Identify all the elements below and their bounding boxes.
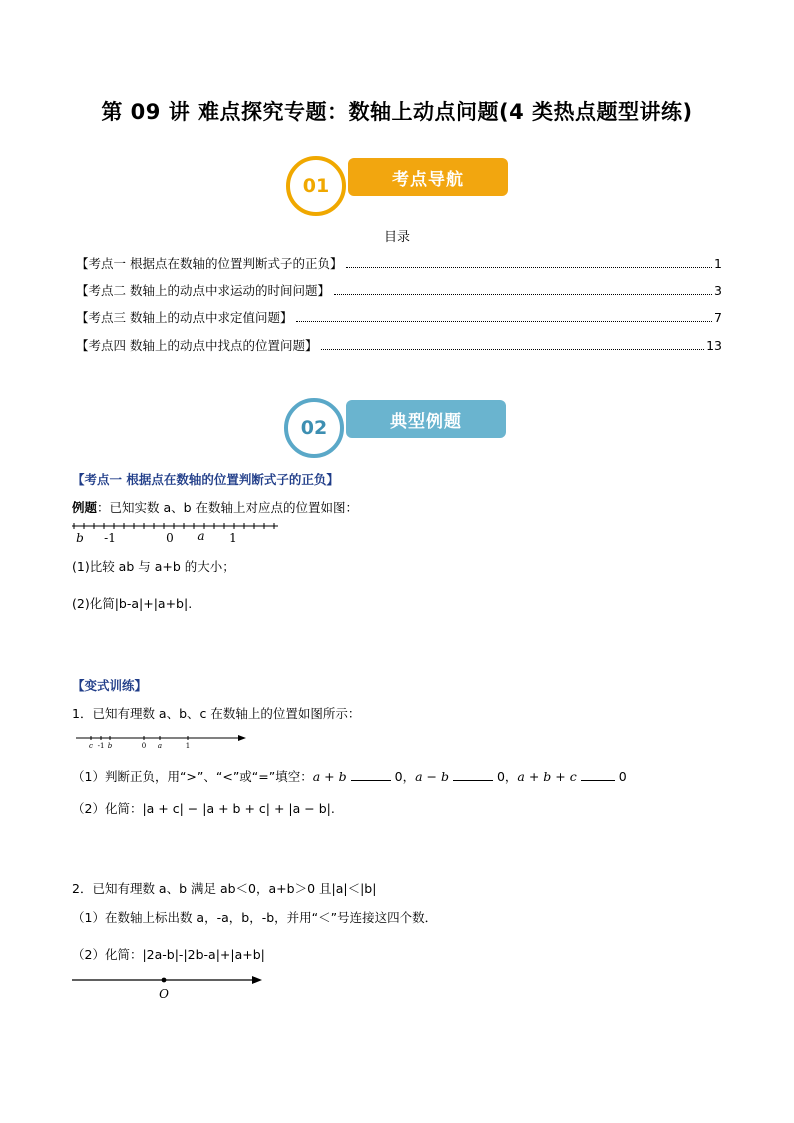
number-line-example: [70, 520, 282, 546]
axis-label-b: b: [76, 531, 84, 545]
banner-02: [284, 398, 514, 454]
problem-2-question-2: （2）化简：|2a-b|-|2b-a|+|a+b|: [72, 947, 265, 962]
section-heading: 【考点一 根据点在数轴的位置判断式子的正负】: [72, 472, 339, 487]
answer-blank-1[interactable]: [351, 780, 391, 781]
toc-item[interactable]: [76, 308, 722, 326]
axis-label-1: 1: [229, 531, 237, 545]
toc-item[interactable]: [76, 336, 722, 354]
axis-label-a: a: [157, 742, 163, 750]
toc-item[interactable]: [76, 281, 722, 299]
example-prefix: 例题: [72, 500, 98, 515]
axis-label-1: 1: [185, 742, 191, 750]
axis-label-a: a: [197, 529, 205, 543]
zero-3: 0: [618, 769, 627, 784]
axis-label-c: c: [89, 742, 93, 750]
zero-2: 0: [496, 769, 505, 784]
origin-label: O: [159, 987, 169, 1001]
axis-label-0: 0: [141, 742, 147, 750]
banner-01: [286, 156, 516, 212]
banner-02-label: 典型例题: [346, 400, 506, 438]
variant-heading: 【变式训练】: [72, 678, 148, 693]
page-title: 第 09 讲 难点探究专题：数轴上动点问题(4 类热点题型讲练): [101, 100, 693, 124]
answer-blank-2[interactable]: [453, 780, 493, 781]
number-line-problem-2: [70, 974, 266, 1002]
axis-label-b: b: [107, 742, 113, 750]
expression-2: a − b: [415, 769, 449, 784]
toc-item-page: 1: [714, 256, 722, 271]
axis-label-0: 0: [166, 531, 174, 545]
problem-1-question-1: （1）判断正负，用“>”、“<”或“=”填空：a + b 0，a − b 0，a + b + c 0: [72, 769, 627, 784]
number-line-problem-1: [74, 732, 250, 752]
toc-item-label: 【考点三 数轴上的动点中求定值问题】: [76, 310, 293, 325]
toc-item-label: 【考点二 数轴上的动点中求运动的时间问题】: [76, 283, 330, 298]
zero-1: 0: [394, 769, 403, 784]
problem-1-question-2: （2）化简：|a + c| − |a + b + c| + |a − b|.: [72, 801, 335, 816]
axis-label-neg1: -1: [104, 531, 116, 545]
problem-1-stem: 1．已知有理数 a、b、c 在数轴上的位置如图所示：: [72, 706, 361, 721]
axis-label-neg1: -1: [97, 742, 105, 750]
toc-item-page: 3: [714, 283, 722, 298]
expression-3: a + b + c: [517, 769, 577, 784]
expression-1: a + b: [312, 769, 347, 784]
banner-01-number: 01: [286, 156, 346, 216]
example-question-1: (1)比较 ab 与 a+b 的大小；: [72, 559, 235, 574]
banner-01-label: 考点导航: [348, 158, 508, 196]
example-question-2: (2)化简|b-a|+|a+b|.: [72, 596, 193, 611]
toc-item-page: 7: [714, 310, 722, 325]
toc-title: 目录: [383, 230, 410, 245]
example-text: ：已知实数 a、b 在数轴上对应点的位置如图：: [97, 500, 359, 515]
answer-blank-3[interactable]: [581, 780, 615, 781]
question-prefix: （1）判断正负，用“>”、“<”或“=”填空：: [72, 769, 313, 784]
toc-item-label: 【考点四 数轴上的动点中找点的位置问题】: [76, 338, 318, 353]
example-line: [72, 498, 358, 516]
toc-item-page: 13: [706, 338, 722, 353]
banner-02-number: 02: [284, 398, 344, 458]
toc-item-label: 【考点一 根据点在数轴的位置判断式子的正负】: [76, 256, 343, 271]
problem-2-stem: 2．已知有理数 a、b 满足 ab＜0，a+b＞0 且|a|＜|b|: [72, 881, 377, 896]
toc-item[interactable]: [76, 254, 722, 272]
problem-2-question-1: （1）在数轴上标出数 a，-a，b，-b，并用“＜”号连接这四个数．: [72, 910, 438, 925]
